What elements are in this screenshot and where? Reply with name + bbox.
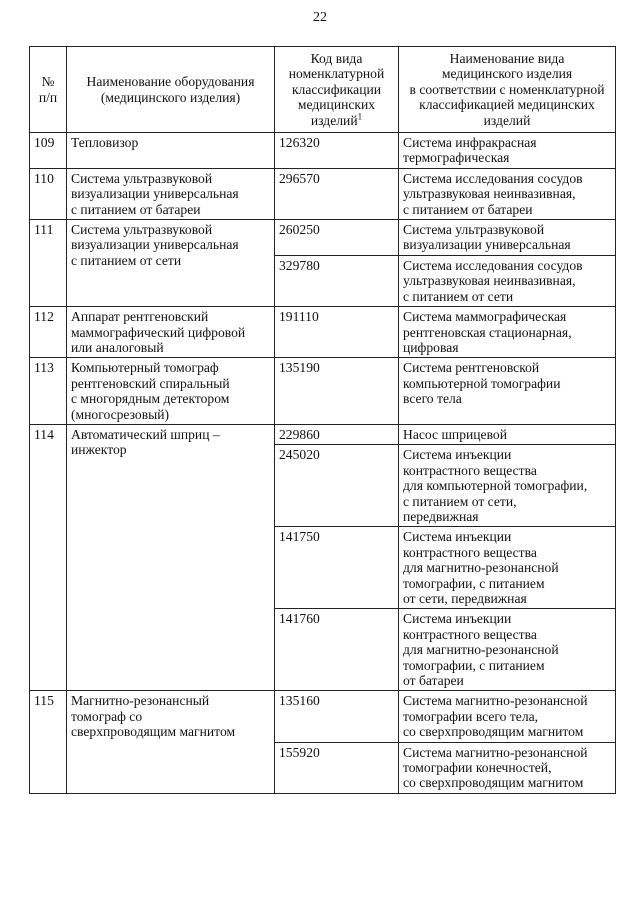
row-number: 111 <box>30 220 67 307</box>
classification-code: 329780 <box>275 255 399 306</box>
device-type-name: Система исследования сосудов ультразвуковая неинвазивная, с питанием от батареи <box>399 168 616 219</box>
table-row <box>30 168 616 219</box>
table-body <box>30 133 616 794</box>
table-row <box>30 307 616 358</box>
device-type-name: Система ультразвуковой визуализации универсальная <box>399 220 616 256</box>
header-num: № п/п <box>30 47 67 133</box>
table-header-row <box>30 47 616 133</box>
device-type-name: Система инфракрасная термографическая <box>399 133 616 169</box>
device-type-name: Система рентгеновской компьютерной томографии всего тела <box>399 358 616 425</box>
device-type-name: Насос шприцевой <box>399 424 616 444</box>
page-number: 22 <box>313 10 327 25</box>
device-type-name: Система инъекции контрастного вещества для компьютерной томографии, с питанием от сети, передвижная <box>399 445 616 527</box>
classification-code: 141760 <box>275 609 399 691</box>
device-type-name: Система исследования сосудов ультразвуковая неинвазивная, с питанием от сети <box>399 255 616 306</box>
device-type-name: Система маммографическая рентгеновская стационарная, цифровая <box>399 307 616 358</box>
table-row <box>30 358 616 425</box>
row-number: 110 <box>30 168 67 219</box>
row-number: 115 <box>30 691 67 793</box>
device-type-name: Система инъекции контрастного вещества для магнитно-резонансной томографии, с питанием от сети, передвижная <box>399 527 616 609</box>
header-equipment: Наименование оборудования (медицинского изделия) <box>67 47 275 133</box>
equipment-name: Магнитно-резонансный томограф со сверхпроводящим магнитом <box>67 691 275 793</box>
classification-code: 155920 <box>275 742 399 793</box>
header-type-name: Наименование вида медицинского изделия в соответствии с номенклатурной классификацией медицинских изделий <box>399 47 616 133</box>
equipment-name: Система ультразвуковой визуализации универсальная с питанием от сети <box>67 220 275 307</box>
table-row <box>30 691 616 742</box>
row-number: 112 <box>30 307 67 358</box>
row-number: 113 <box>30 358 67 425</box>
device-type-name: Система магнитно-резонансной томографии всего тела, со сверхпроводящим магнитом <box>399 691 616 742</box>
classification-code: 260250 <box>275 220 399 256</box>
classification-code: 245020 <box>275 445 399 527</box>
row-number: 114 <box>30 424 67 691</box>
classification-code: 126320 <box>275 133 399 169</box>
equipment-name: Компьютерный томограф рентгеновский спиральный с многорядным детектором (многосрезовый) <box>67 358 275 425</box>
table-row <box>30 424 616 444</box>
classification-code: 135190 <box>275 358 399 425</box>
equipment-name: Автоматический шприц – инжектор <box>67 424 275 691</box>
header-code-footnote: 1 <box>357 111 363 122</box>
equipment-name: Система ультразвуковой визуализации универсальная с питанием от батареи <box>67 168 275 219</box>
table-row <box>30 133 616 169</box>
header-code: Код вида номенклатурной классификации медицинских изделий$^1$ <box>275 47 399 133</box>
classification-code: 135160 <box>275 691 399 742</box>
classification-code: 191110 <box>275 307 399 358</box>
row-number: 109 <box>30 133 67 169</box>
table-row <box>30 220 616 256</box>
classification-code: 229860 <box>275 424 399 444</box>
equipment-name: Аппарат рентгеновский маммографический цифровой или аналоговый <box>67 307 275 358</box>
device-type-name: Система инъекции контрастного вещества для магнитно-резонансной томографии, с питанием от батареи <box>399 609 616 691</box>
classification-code: 296570 <box>275 168 399 219</box>
device-type-name: Система магнитно-резонансной томографии конечностей, со сверхпроводящим магнитом <box>399 742 616 793</box>
equipment-name: Тепловизор <box>67 133 275 169</box>
classification-code: 141750 <box>275 527 399 609</box>
equipment-table <box>29 46 616 794</box>
